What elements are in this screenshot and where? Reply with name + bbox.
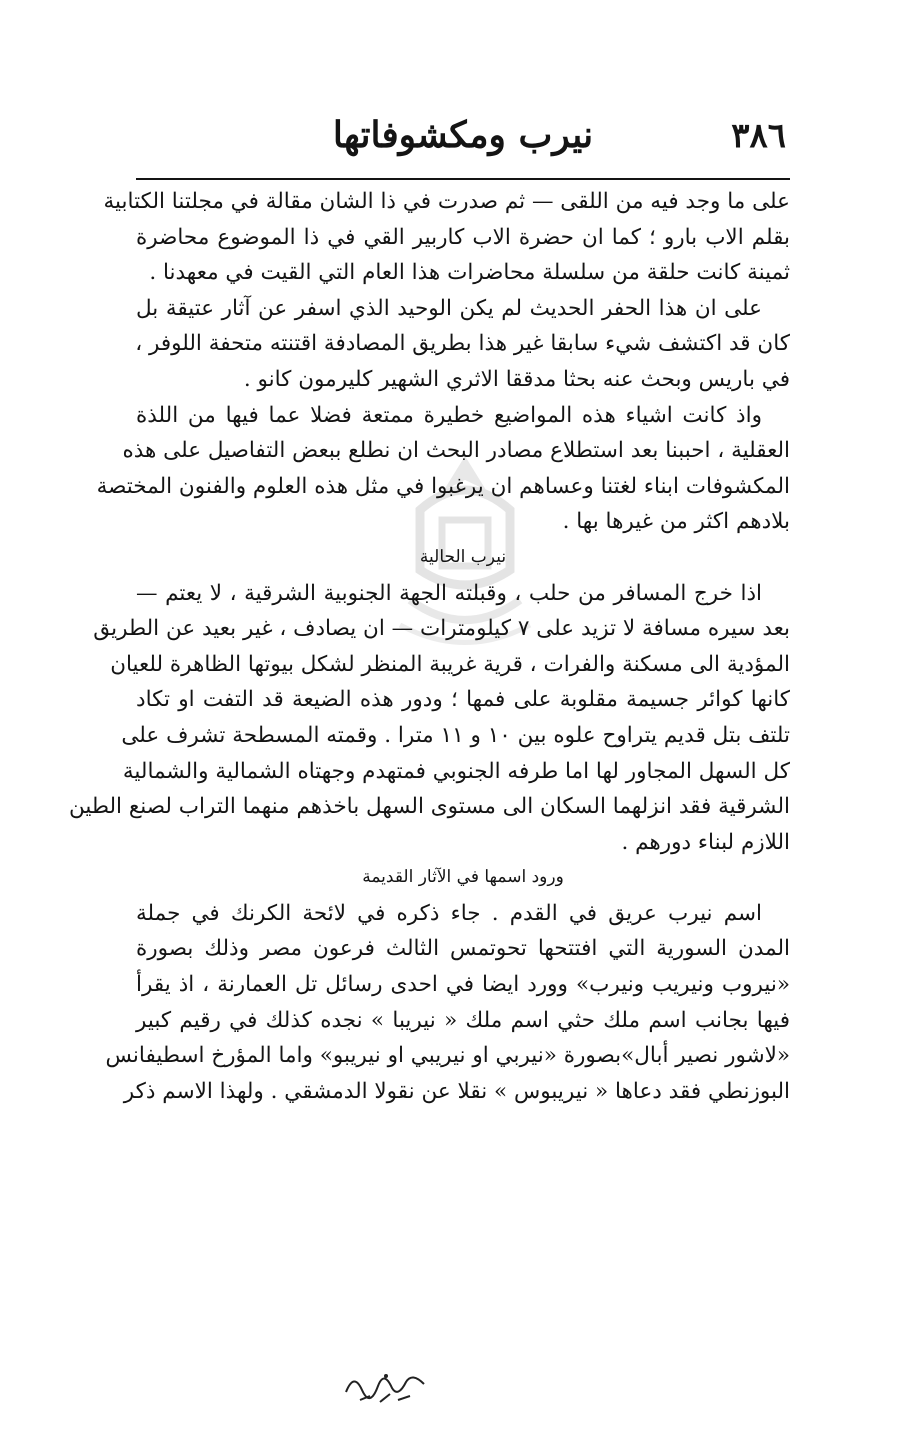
section-heading: ورود اسمها في الآثار القديمة	[362, 867, 564, 888]
body-text	[69, 184, 790, 1109]
text-line: تلتف بتل قديم يتراوح علوه بين ١٠ و ١١ مترا . وقمته المسطحة تشرف على	[121, 722, 790, 748]
text-line: العقلية ، احببنا بعد استطلاع مصادر البحث ان نطلع ببعض التفاصيل على هذه	[122, 438, 790, 464]
text-line: بلادهم اكثر من غيرها بها .	[562, 509, 790, 535]
text-line: اذا خرج المسافر من حلب ، وقبلته الجهة الجنوبية الشرقية ، لا يعتم —	[136, 580, 762, 606]
text-line: الشرقية فقد انزلهما السكان الى مستوى السهل باخذهم منهما التراب لصنع الطين	[69, 794, 790, 820]
text-line: فيها بجانب اسم ملك حثي اسم ملك « نيريبا » نجده كذلك في رقيم كبير	[136, 1007, 790, 1033]
text-line: على ان هذا الحفر الحديث لم يكن الوحيد الذي اسفر عن آثار عتيقة بل	[136, 295, 762, 321]
text-line: على ما وجد فيه من اللقى — ثم صدرت في ذا الشان مقالة في مجلتنا الكتابية	[103, 189, 790, 214]
text-line: واذ كانت اشياء هذه المواضيع خطيرة ممتعة فضلا عما فيها من اللذة	[136, 402, 762, 428]
page-number: ٣٨٦	[731, 116, 786, 156]
text-line: كان قد اكتشف شيء سابقا غير هذا بطريق المصادفة اقتنته متحفة اللوفر ،	[135, 331, 790, 357]
text-line: البوزنطي فقد دعاها « نيريبوس » نقلا عن نقولا الدمشقي . ولهذا الاسم ذكر	[123, 1078, 790, 1104]
text-line: ثمينة كانت حلقة من سلسلة محاضرات هذا العام التي القيت في معهدنا .	[149, 260, 790, 286]
text-line: كل السهل المجاور لها اما طرفه الجنوبي فمتهدم وجهتاه الشمالية والشمالية	[122, 758, 790, 784]
text-line: المدن السورية التي افتتحها تحوتمس الثالث فرعون مصر وذلك بصورة	[136, 936, 790, 962]
text-line: في باريس وبحث عنه بحثا مدققا الاثري الشهير كليرمون كانو .	[243, 366, 790, 392]
text-line: بقلم الاب بارو ؛ كما ان حضرة الاب كاربير القي في ذا الموضوع محاضرة	[136, 224, 790, 250]
section-heading: نيرب الحالية	[419, 546, 507, 567]
text-line: «نيروب ونيريب ونيرب» وورد ايضا في احدى رسائل تل العمارنة ، اذ يقرأ	[136, 972, 790, 998]
text-line: «لاشور نصير أبال»بصورة «نيربي او نيريبي او نيريبو» واما المؤرخ اسطيفانس	[105, 1043, 790, 1069]
text-line: كانها كوائر جسيمة مقلوبة على فمها ؛ ودور هذه الضيعة قد التفت او تكاد	[136, 687, 790, 713]
text-line: المكشوفات ابناء لغتنا وعساهم ان يرغبوا في مثل هذه العلوم والفنون المختصة	[96, 473, 790, 499]
handwritten-mark-icon	[340, 1362, 430, 1406]
text-line: بعد سيره مسافة لا تزيد على ٧ كيلومترات — ان يصادف ، غير بعيد عن الطريق	[93, 616, 790, 642]
text-line: اللازم لبناء دورهم .	[621, 829, 790, 855]
page-header	[140, 108, 786, 168]
text-line: المؤدية الى مسكنة والفرات ، قرية غريبة المنظر لشكل بيوتها الظاهرة للعيان	[110, 651, 790, 677]
running-title: نيرب ومكشوفاتها	[332, 114, 594, 156]
text-line: اسم نيرب عريق في القدم . جاء ذكره في لائحة الكرنك في جملة	[136, 900, 762, 926]
header-rule	[136, 178, 790, 180]
